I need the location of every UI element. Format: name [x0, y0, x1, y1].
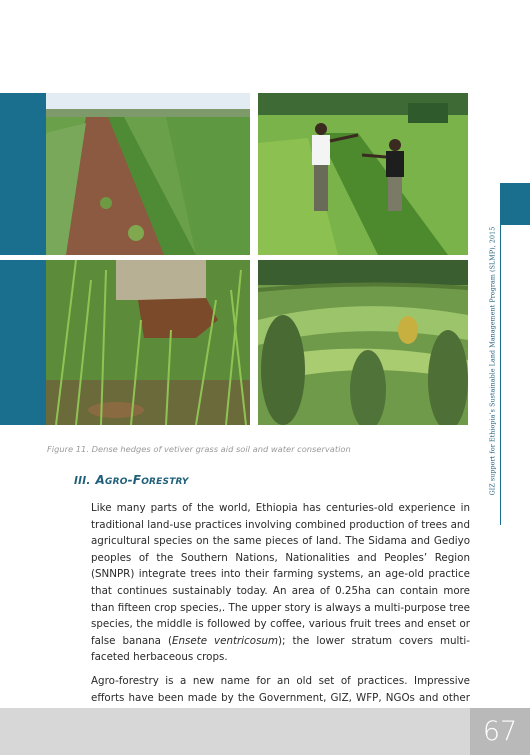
page-number-box [470, 708, 530, 755]
side-accent-tab [500, 183, 530, 225]
title-part-orestry: ORESTRY [141, 477, 189, 487]
footer-band [0, 708, 530, 755]
accent-bar-top [0, 93, 46, 255]
paragraph-1-text-b: ); the lower stratum covers multi-faceted herbaceous crops. [91, 634, 470, 664]
paragraph-agroforestry-efforts: Agro-forestry is a new name for an old set of practices. Impressive efforts have been made by the Government, GIZ, WFP, NGOs and other [91, 674, 470, 704]
title-part-gro: GRO [105, 477, 128, 487]
title-dash: - [127, 473, 133, 487]
running-title [486, 226, 500, 496]
paragraph-1-text-a: Like many parts of the world, Ethiopia has centuries-old experience in traditional land-use practices involving combined production of trees and agricultural species on the same pieces of land. The Sidama and Gediyo peoples of the Southern Nations, Nationalities and Peoples’ Region (SNNPR) integrate trees into their farming systems, an age-old practice that continues sustainably today. An area of 0.25ha can contain more than fifteen crop species,. The upper story is always a multi-purpose tree species, the middle is followed by coffee, various fruit trees and enset or false banana ( [91, 502, 470, 647]
page-number: 67 [482, 716, 518, 747]
figure-caption: Figure 11. Dense hedges of vetiver grass aid soil and water conservation [47, 444, 351, 454]
section-heading [74, 473, 189, 487]
title-letter-a: A [95, 473, 106, 487]
photo-vetiver-path [46, 93, 250, 255]
photo-two-men-hedge [258, 93, 468, 255]
running-title-text: GIZ support for Ethiopia’s Sustainable Land Management Program (SLMP), 2015 [489, 226, 497, 496]
paragraph-traditional-landuse [91, 500, 470, 666]
photo-boot-in-grass [46, 260, 250, 425]
title-letter-f: F [132, 473, 142, 487]
paragraph-1-italic-species: Ensete ventricosum [171, 634, 279, 647]
side-divider-line [500, 225, 501, 525]
photo-terraced-hillside [258, 260, 468, 425]
section-number: III. [74, 475, 91, 487]
accent-bar-bottom [0, 260, 46, 425]
body-text [91, 500, 470, 730]
